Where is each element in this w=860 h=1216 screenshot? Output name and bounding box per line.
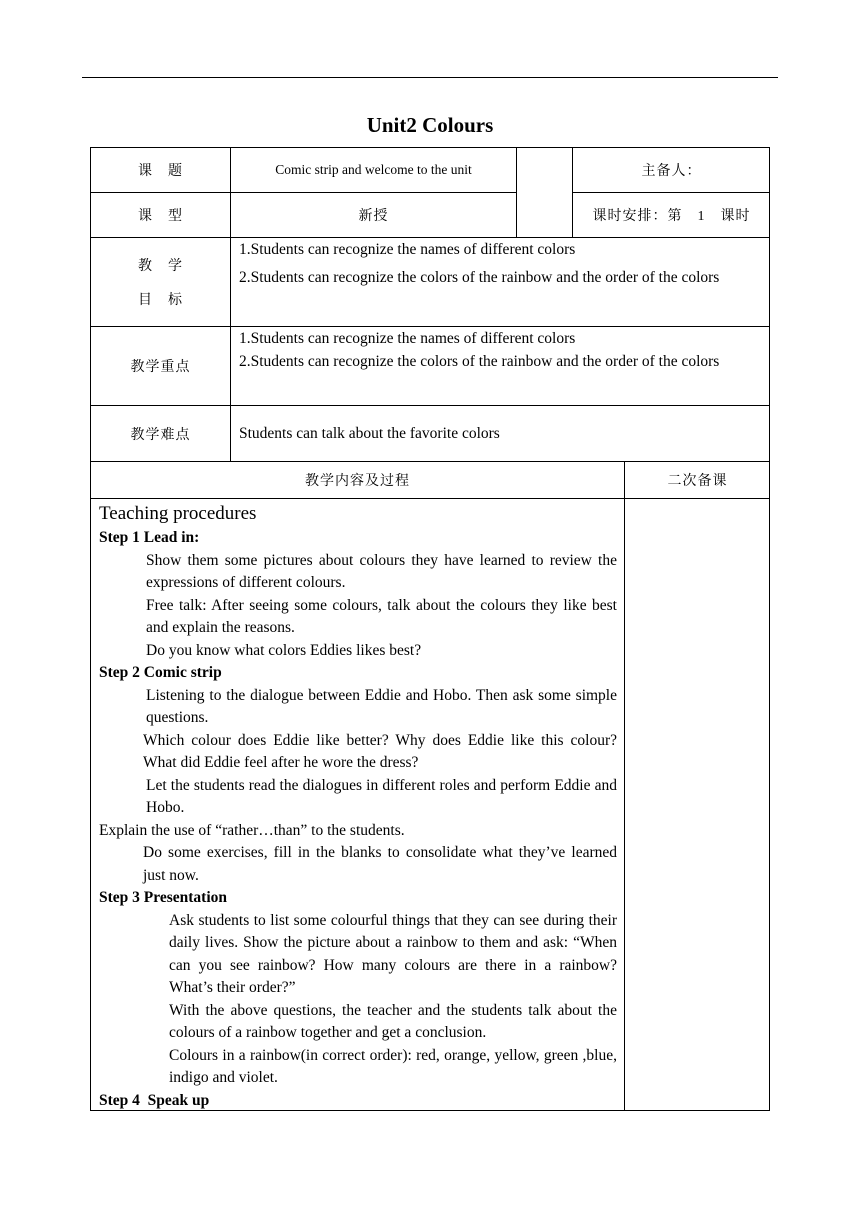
step-2-para-4: Explain the use of “rather…than” to the students. (99, 821, 405, 839)
objectives-label (90, 237, 230, 326)
step-1-heading: Step 1 Lead in: (99, 529, 200, 546)
step-3-para-1: Ask students to list some colourful things that they can see during their daily lives. Show the picture about a rainbow to them and ask: “When can you see rainbow? How many colours are there in a rainbow? What’s their order?” (169, 911, 617, 996)
key-point-2: 2.Students can recognize the colors of the rainbow and the order of the colors (239, 352, 720, 370)
step-3-para-2: With the above questions, the teacher and the students talk about the colours of a rainbow together and get a conclusion. (169, 1001, 617, 1041)
step-2-para-2: Which colour does Eddie like better? Why does Eddie like this colour? What did Eddie feel after he wore the dress? (143, 731, 617, 771)
step-2-para-5: Do some exercises, fill in the blanks to consolidate what they’ve learned just now. (143, 844, 617, 884)
step-1-para-2: Free talk: After seeing some colours, talk about the colours they like best and explain the reasons. (146, 596, 617, 636)
page-title: Unit2 Colours (366, 113, 494, 137)
type-value: 新授 (230, 192, 516, 237)
difficulties-content (230, 405, 770, 461)
lesson-plan-table (90, 147, 770, 1111)
step-3-para-3: Colours in a rainbow(in correct order): red, orange, yellow, green ,blue, indigo and violet. (169, 1046, 617, 1086)
secondary-prep-cell (624, 498, 770, 1111)
step-4-heading: Step 4 Speak up (99, 1091, 210, 1109)
topic-value: Comic strip and welcome to the unit (230, 147, 516, 192)
step-2-heading: Step 2 Comic strip (99, 664, 222, 681)
topic-label: 课 题 (90, 147, 230, 192)
blank-cell (516, 147, 572, 237)
step-1-para-1: Show them some pictures about colours they have learned to review the expressions of different colours. (146, 551, 617, 591)
difficulties-label: 教学难点 (90, 405, 230, 461)
procedures-cell (90, 498, 624, 1111)
key-points-content (230, 326, 770, 405)
type-label: 课 型 (90, 192, 230, 237)
host-label: 主备人： (572, 147, 770, 192)
procedures-heading: Teaching procedures (99, 503, 257, 524)
step-1-para-3: Do you know what colors Eddies likes best? (146, 641, 422, 659)
objectives-content (230, 237, 770, 326)
objective-1: 1.Students can recognize the names of different colors (239, 241, 576, 258)
header-rule (82, 77, 778, 78)
step-3-heading: Step 3 Presentation (99, 889, 228, 906)
step-2-para-3: Let the students read the dialogues in different roles and perform Eddie and Hobo. (146, 776, 617, 816)
difficulty-text: Students can talk about the favorite colors (239, 424, 500, 442)
objectives-label-line-2: 目 标 (138, 293, 183, 308)
objectives-label-line-1: 教 学 (138, 259, 183, 274)
objective-2: 2.Students can recognize the colors of the rainbow and the order of the colors (239, 269, 720, 286)
content-header: 教学内容及过程 (90, 461, 624, 498)
step-2-para-1: Listening to the dialogue between Eddie and Hobo. Then ask some simple questions. (146, 686, 617, 726)
key-points-label: 教学重点 (90, 326, 230, 405)
schedule: 课时安排：第 1 课时 (572, 192, 770, 237)
secondary-prep-header: 二次备课 (624, 461, 770, 498)
key-point-1: 1.Students can recognize the names of different colors (239, 330, 576, 347)
